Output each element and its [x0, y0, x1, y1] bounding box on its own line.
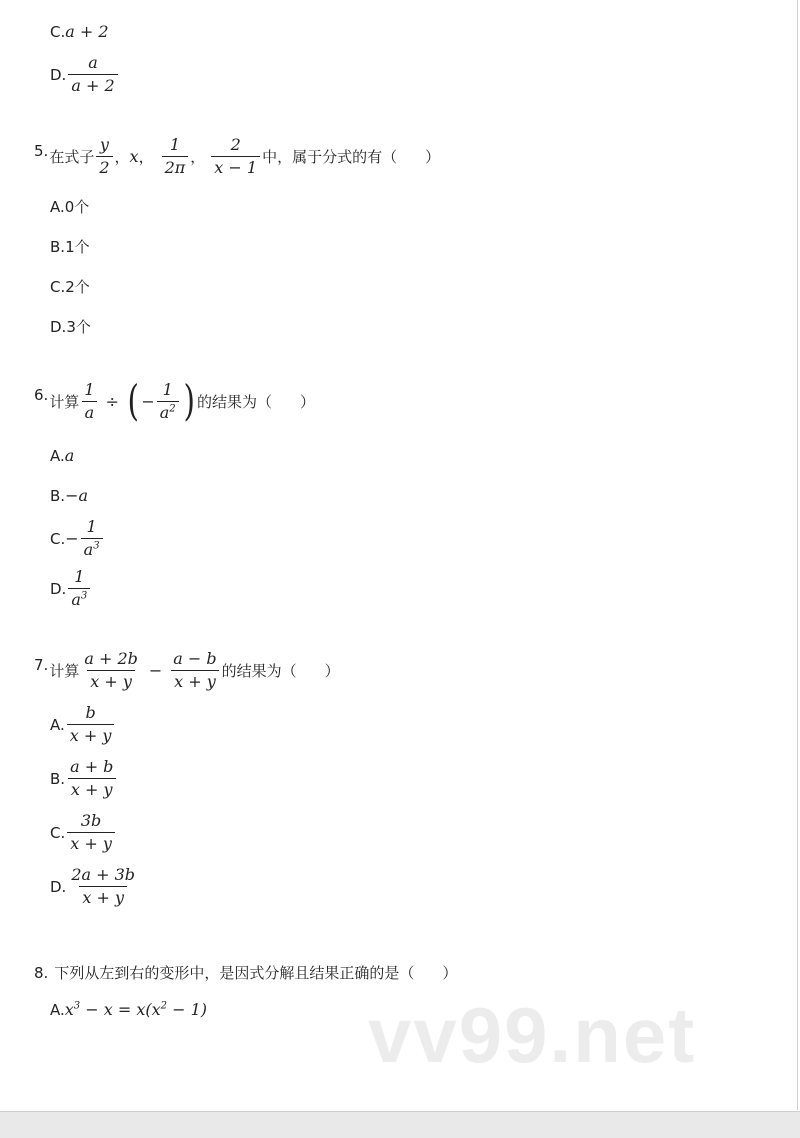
option-text: 1个: [65, 238, 90, 256]
numerator: 1: [169, 135, 181, 154]
stem-text: 计算: [49, 662, 80, 680]
exponent: 2: [160, 1000, 168, 1012]
option-expr: a: [64, 446, 75, 465]
q5-option-a[interactable]: [50, 196, 89, 217]
numerator: 3b: [80, 811, 102, 830]
fraction: [68, 54, 117, 95]
numerator: a: [88, 53, 98, 72]
exponent: 2: [169, 403, 176, 415]
fraction: [162, 136, 189, 177]
denominator: x − 1: [211, 156, 260, 177]
numerator: 2: [230, 135, 241, 154]
numerator: a − b: [173, 649, 217, 668]
option-text: 3个: [66, 318, 91, 336]
numerator: 1: [74, 567, 85, 586]
option-letter: D.: [50, 877, 67, 896]
denominator: x + y: [67, 832, 115, 853]
denominator: x + y: [67, 724, 115, 745]
term: − 1): [167, 1000, 208, 1019]
numerator: a + b: [70, 757, 114, 776]
option-letter: D.: [50, 579, 67, 598]
minus-sign: −: [65, 529, 79, 548]
q6-option-d[interactable]: [50, 568, 92, 609]
stem-text: 计算: [49, 392, 80, 411]
separator: ，: [114, 148, 130, 166]
denominator: x + y: [68, 778, 116, 799]
numerator: 2a + 3b: [71, 865, 136, 884]
denominator: x + y: [79, 886, 127, 907]
exponent: 3: [93, 540, 100, 552]
option-letter: A.: [50, 446, 65, 465]
option-expr: [65, 1000, 207, 1019]
fraction: [157, 381, 179, 422]
exponent: 3: [80, 590, 88, 602]
denominator: x + y: [171, 670, 219, 691]
option-text: 0个: [64, 198, 90, 216]
q6-option-a[interactable]: [50, 446, 74, 465]
numerator: y: [99, 135, 109, 154]
denominator: a: [82, 401, 98, 422]
denominator: a + 2: [68, 74, 117, 95]
denominator: [68, 588, 90, 609]
stem-text: 的结果为（: [221, 662, 297, 680]
option-letter: B.: [50, 237, 66, 256]
separator: ，: [190, 148, 206, 166]
q6-option-c[interactable]: [50, 518, 105, 559]
numerator: a + 2b: [84, 649, 138, 668]
stem-text: 在式子: [49, 148, 95, 166]
option-letter: C.: [50, 22, 66, 41]
numerator: 1: [162, 379, 173, 399]
numerator: 1: [84, 379, 95, 399]
stem-text: 的结果为（: [197, 392, 273, 411]
base: a: [71, 590, 81, 609]
minus-operator: −: [148, 661, 163, 680]
option-letter: C.: [50, 277, 66, 296]
option-letter: A.: [50, 197, 65, 216]
option-letter: A.: [50, 1000, 65, 1019]
question-number: 6.: [34, 386, 49, 404]
denominator: x + y: [87, 670, 135, 691]
q5-option-d[interactable]: [50, 316, 91, 337]
q7-option-c[interactable]: [50, 812, 117, 853]
term: x: [64, 1000, 74, 1019]
base: a: [159, 402, 170, 422]
q7-option-d[interactable]: [50, 866, 140, 907]
minus-sign: −: [141, 391, 155, 411]
question-number: 5.: [34, 141, 49, 160]
exponent: 3: [73, 1000, 81, 1012]
option-letter: C.: [50, 823, 66, 842]
stem-text: 中，属于分式的有（: [262, 148, 398, 166]
watermark-text: vv99.net: [368, 991, 697, 1079]
fraction: [68, 568, 90, 609]
question-8-stem: [34, 962, 457, 983]
bottom-scroll-bar[interactable]: [0, 1111, 800, 1138]
option-letter: A.: [50, 715, 65, 734]
option-expr: a + 2: [65, 22, 109, 41]
stem-text: 下列从左到右的变形中，是因式分解且结果正确的是（: [54, 964, 415, 982]
stem-text: ）: [324, 662, 340, 680]
denominator: 2: [96, 156, 112, 177]
fraction: [170, 650, 219, 691]
q8-option-a[interactable]: [50, 1000, 207, 1019]
variable-x: x: [129, 147, 139, 166]
right-paren: ): [183, 376, 195, 425]
option-letter: C.: [50, 529, 66, 548]
stem-text: ）: [425, 148, 441, 166]
fraction: [81, 650, 141, 691]
numerator: b: [85, 703, 96, 722]
prev-option-c[interactable]: [50, 22, 109, 41]
q7-option-b[interactable]: [50, 758, 118, 799]
question-number: 8.: [34, 963, 49, 982]
question-6-stem: [34, 376, 316, 425]
fraction: [68, 866, 138, 907]
fraction: [96, 136, 112, 177]
option-letter: B.: [50, 486, 66, 505]
option-expr: −a: [65, 486, 89, 505]
fraction: [81, 381, 97, 422]
option-letter: B.: [50, 769, 66, 788]
denominator: [81, 538, 103, 559]
q6-option-b[interactable]: [50, 486, 88, 505]
fraction: [67, 704, 115, 745]
left-paren: (: [127, 376, 139, 425]
option-text: 2个: [65, 278, 90, 296]
q7-option-a[interactable]: [50, 704, 116, 745]
fraction: [81, 518, 103, 559]
prev-option-d[interactable]: [50, 54, 120, 95]
separator: ，: [138, 148, 154, 166]
numerator: 1: [86, 517, 97, 536]
fraction: [67, 812, 115, 853]
base: a: [83, 540, 94, 559]
q5-option-c[interactable]: [50, 276, 90, 297]
q5-option-b[interactable]: [50, 236, 90, 257]
option-letter: D.: [50, 317, 67, 336]
question-5-stem: [34, 136, 440, 177]
fraction: [211, 136, 260, 177]
stem-text: ）: [300, 392, 316, 411]
stem-text: ）: [442, 964, 458, 982]
divide-operator: ÷: [105, 391, 119, 411]
fraction: [67, 758, 116, 799]
question-7-stem: [34, 650, 340, 691]
denominator: [157, 401, 179, 422]
term: − x = x(x: [80, 1000, 161, 1019]
option-letter: D.: [50, 65, 67, 84]
denominator: 2π: [162, 156, 189, 177]
question-number: 7.: [34, 655, 49, 674]
